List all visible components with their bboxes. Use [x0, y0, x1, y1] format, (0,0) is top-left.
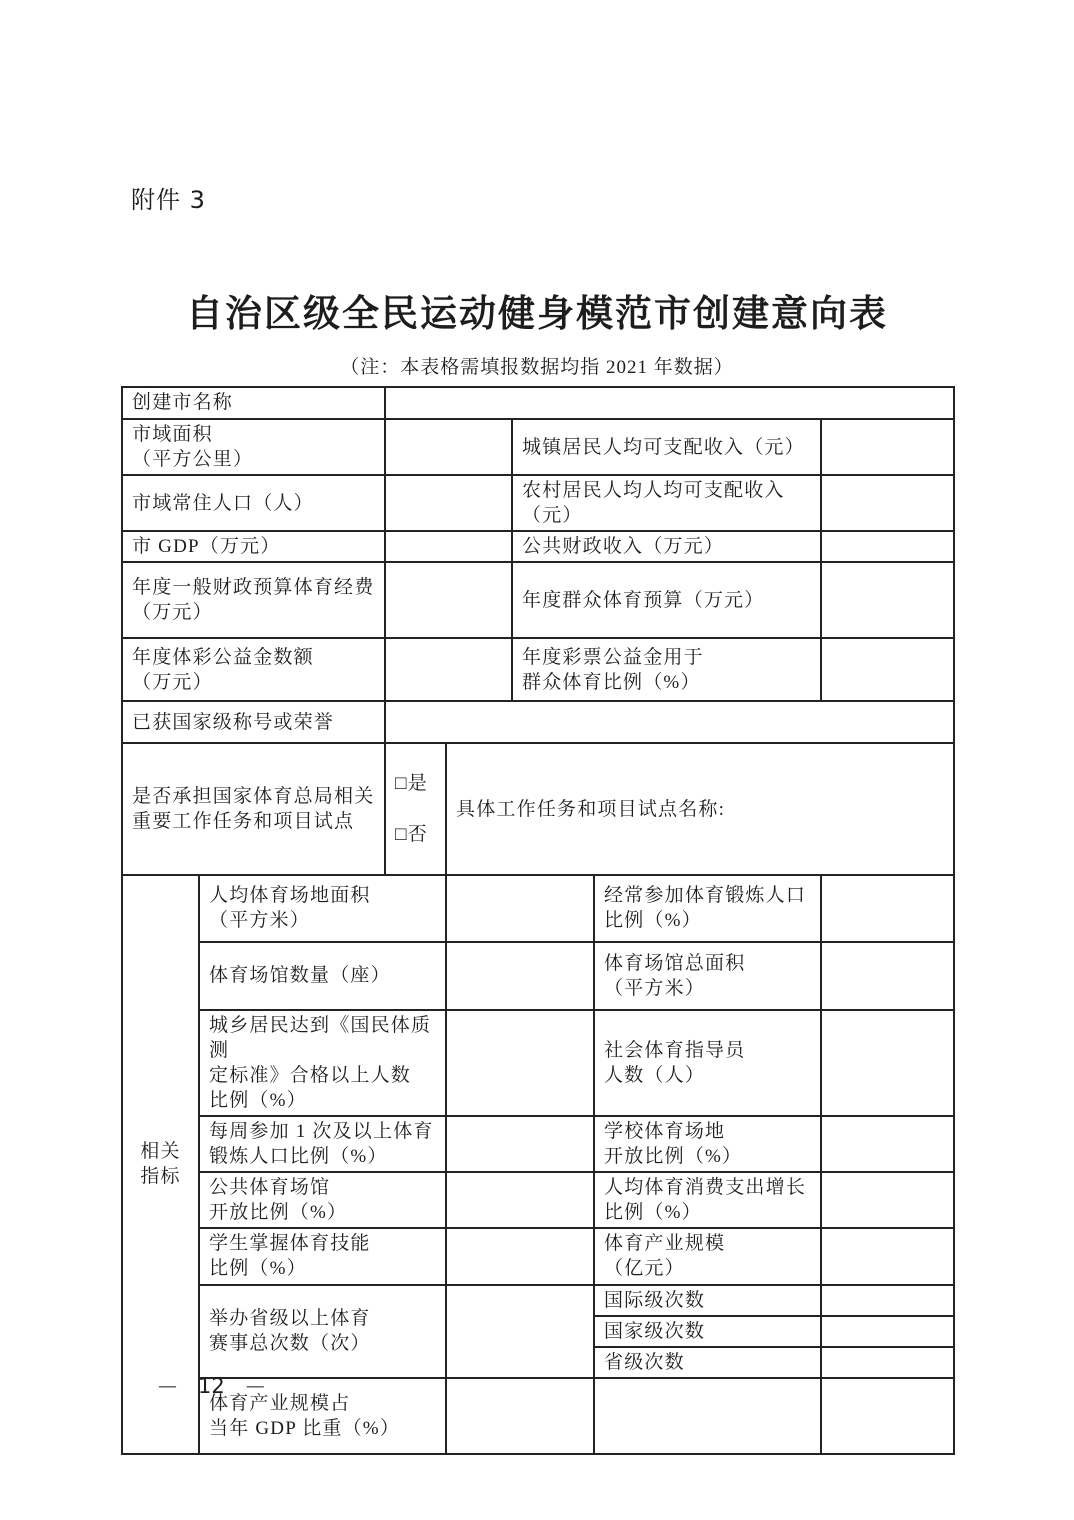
weekly-exercise-ratio-label: 每周参加 1 次及以上体育 锻炼人口比例（%）: [199, 1116, 446, 1172]
table-row: [122, 743, 954, 874]
venues-count-field: [446, 942, 594, 1010]
venues-total-area-label: 体育场馆总面积 （平方米）: [594, 942, 821, 1010]
events-total-field: [446, 1285, 594, 1378]
mass-sports-budget-field: [821, 562, 954, 638]
table-row: [122, 1172, 954, 1228]
venues-count-label: 体育场馆数量（座）: [199, 942, 446, 1010]
table-row: [122, 1010, 954, 1116]
industry-scale-field: [821, 1228, 954, 1284]
city-gdp-field: [385, 531, 512, 562]
table-row: [122, 942, 954, 1010]
lottery-fund-field: [385, 638, 512, 701]
weekly-exercise-ratio-field: [446, 1116, 594, 1172]
table-row: [122, 387, 954, 419]
resident-population-label: 市域常住人口（人）: [122, 475, 385, 531]
public-venues-open-field: [446, 1172, 594, 1228]
lottery-fund-ratio-field: [821, 638, 954, 701]
table-row: [122, 1285, 954, 1316]
industry-gdp-ratio-label: 体育产业规模占 当年 GDP 比重（%）: [199, 1378, 446, 1454]
table-row: [122, 701, 954, 743]
note: （注：本表格需填报数据均指 2021 年数据）: [340, 357, 734, 378]
national-honors-label: 已获国家级称号或荣誉: [122, 701, 385, 743]
national-tasks-label: 是否承担国家体育总局相关 重要工作任务和项目试点: [122, 743, 385, 874]
national-events-label: 国家级次数: [594, 1316, 821, 1347]
fitness-standard-ratio-label: 城乡居民达到《国民体质测 定标准》合格以上人数 比例（%）: [199, 1010, 446, 1116]
resident-population-field: [385, 475, 512, 531]
table-row: [122, 1116, 954, 1172]
city-name-label: 创建市名称: [122, 387, 385, 419]
city-name-field: [385, 387, 954, 419]
exercise-population-ratio-label: 经常参加体育锻炼人口 比例（%）: [594, 875, 821, 942]
industry-gdp-ratio-field: [446, 1378, 594, 1454]
table-row: [122, 562, 954, 638]
task-detail-label: 具体工作任务和项目试点名称:: [456, 798, 726, 820]
industry-scale-label: 体育产业规模 （亿元）: [594, 1228, 821, 1284]
page-title: 自治区级全民运动健身模范市创建意向表: [186, 294, 888, 335]
international-events-label: 国际级次数: [594, 1285, 821, 1316]
table-row: [122, 419, 954, 475]
national-events-field: [821, 1316, 954, 1347]
table-row: [122, 531, 954, 562]
city-area-field: [385, 419, 512, 475]
exercise-population-ratio-field: [821, 875, 954, 942]
public-finance-label: 公共财政收入（万元）: [512, 531, 821, 562]
table-row: [122, 638, 954, 701]
public-finance-field: [821, 531, 954, 562]
checkbox-no: □否: [395, 823, 428, 845]
checkbox-yes: □是: [395, 773, 428, 795]
task-detail-cell: [446, 743, 954, 874]
mass-sports-budget-label: 年度群众体育预算（万元）: [512, 562, 821, 638]
consumption-growth-label: 人均体育消费支出增长 比例（%）: [594, 1172, 821, 1228]
national-honors-field: [385, 701, 954, 743]
city-area-label: 市域面积 （平方公里）: [122, 419, 385, 475]
indicators-header: 相关 指标: [122, 875, 199, 1454]
student-skills-ratio-label: 学生掌握体育技能 比例（%）: [199, 1228, 446, 1284]
lottery-fund-label: 年度体彩公益金数额 （万元）: [122, 638, 385, 701]
provincial-events-field: [821, 1347, 954, 1378]
urban-income-field: [821, 419, 954, 475]
form-table: [121, 386, 955, 1455]
lottery-fund-ratio-label: 年度彩票公益金用于 群众体育比例（%）: [512, 638, 821, 701]
sports-budget-field: [385, 562, 512, 638]
page-number: 12: [198, 1374, 225, 1398]
footer-right-dash: —: [245, 1375, 265, 1397]
per-capita-area-label: 人均体育场地面积 （平方米）: [199, 875, 446, 942]
tasks-checkbox-cell: [385, 743, 446, 874]
school-venues-open-field: [821, 1116, 954, 1172]
international-events-field: [821, 1285, 954, 1316]
table-row: [122, 475, 954, 531]
social-instructors-label: 社会体育指导员 人数（人）: [594, 1010, 821, 1116]
fitness-standard-ratio-field: [446, 1010, 594, 1116]
events-total-label: 举办省级以上体育 赛事总次数（次）: [199, 1285, 446, 1378]
social-instructors-field: [821, 1010, 954, 1116]
table-row: [122, 875, 954, 942]
footer-left-dash: —: [158, 1375, 177, 1397]
page-footer: [158, 1374, 265, 1398]
consumption-growth-field: [821, 1172, 954, 1228]
empty-cell: [821, 1378, 954, 1454]
sports-budget-label: 年度一般财政预算体育经费 （万元）: [122, 562, 385, 638]
table-row: [122, 1228, 954, 1284]
city-gdp-label: 市 GDP（万元）: [122, 531, 385, 562]
provincial-events-label: 省级次数: [594, 1347, 821, 1378]
rural-income-field: [821, 475, 954, 531]
public-venues-open-label: 公共体育场馆 开放比例（%）: [199, 1172, 446, 1228]
venues-total-area-field: [821, 942, 954, 1010]
per-capita-area-field: [446, 875, 594, 942]
rural-income-label: 农村居民人均人均可支配收入（元）: [512, 475, 821, 531]
urban-income-label: 城镇居民人均可支配收入（元）: [512, 419, 821, 475]
empty-cell: [594, 1378, 821, 1454]
student-skills-ratio-field: [446, 1228, 594, 1284]
school-venues-open-label: 学校体育场地 开放比例（%）: [594, 1116, 821, 1172]
attachment-label: 附件 3: [131, 186, 206, 214]
